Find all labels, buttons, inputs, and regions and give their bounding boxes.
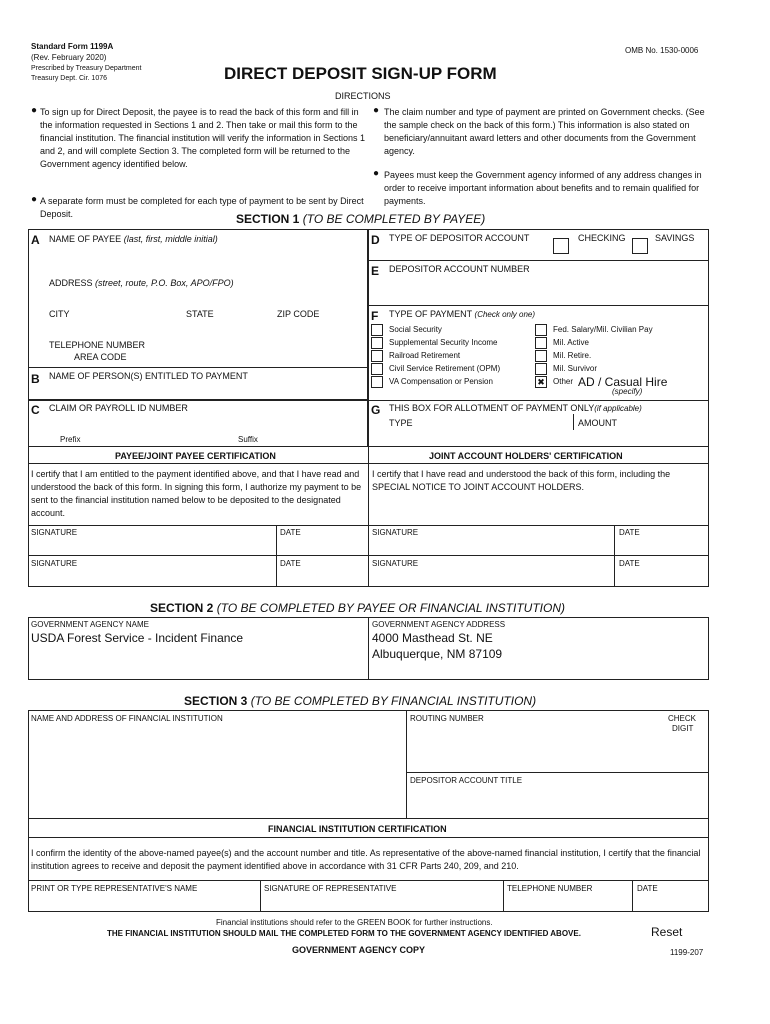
divider: [406, 710, 407, 818]
checking-checkbox[interactable]: [553, 238, 569, 254]
allotment-amount-label: AMOUNT: [578, 418, 617, 428]
divider: [368, 617, 369, 680]
directions-label: DIRECTIONS: [335, 91, 391, 101]
payment-option-label: VA Compensation or Pension: [389, 377, 493, 386]
rep-signature-label: SIGNATURE OF REPRESENTATIVE: [264, 884, 397, 893]
payee-date-field[interactable]: [278, 538, 366, 554]
institution-field[interactable]: [30, 726, 404, 814]
claim-label: CLAIM OR PAYROLL ID NUMBER: [49, 403, 188, 413]
other-specify-field[interactable]: AD / Casual Hire: [578, 375, 668, 389]
bullet-icon: ●: [373, 105, 380, 116]
divider: [28, 463, 709, 464]
check-digit-field[interactable]: [662, 736, 706, 768]
omb-number: OMB No. 1530-0006: [625, 46, 699, 55]
divider: [614, 525, 615, 587]
section3-heading: SECTION 3 (TO BE COMPLETED BY FINANCIAL INSTITUTION): [184, 694, 537, 708]
fi-cert-text: I confirm the identity of the above-named payee(s) and the account number and title. As representative of the above-named financial institution, I certify that the financial institution agrees to receive and deposit the payment identified above in accordance with 31 CFR Parts 240, 209, and 210.: [31, 848, 701, 871]
divider: [28, 818, 709, 819]
divider: [368, 305, 709, 306]
payment-railroad-checkbox[interactable]: [371, 350, 383, 362]
mail-notice: THE FINANCIAL INSTITUTION SHOULD MAIL THE COMPLETED FORM TO THE GOVERNMENT AGENCY IDENTIFIED ABOVE.: [107, 929, 581, 938]
form-code: 1199-207: [670, 948, 704, 957]
payment-social-security-checkbox[interactable]: [371, 324, 383, 336]
agency-name-label: GOVERNMENT AGENCY NAME: [31, 620, 149, 629]
payment-fed-salary-checkbox[interactable]: [535, 324, 547, 336]
payment-civil-service-checkbox[interactable]: [371, 363, 383, 375]
divider: [632, 880, 633, 912]
city-label: CITY: [49, 309, 70, 319]
fi-cert-heading: FINANCIAL INSTITUTION CERTIFICATION: [268, 824, 447, 834]
payment-option-label: Fed. Salary/Mil. Civilian Pay: [553, 325, 653, 334]
account-number-field[interactable]: [385, 276, 705, 302]
letter-g: G: [371, 403, 381, 417]
directions-left-2: A separate form must be completed for each type of payment to be sent by Direct Deposit.: [40, 196, 364, 219]
savings-checkbox[interactable]: [632, 238, 648, 254]
specify-hint: (specify): [612, 387, 643, 396]
payment-option-label: Mil. Retire.: [553, 351, 592, 360]
address-label: ADDRESS (street, route, P.O. Box, APO/FPO): [49, 278, 234, 288]
letter-e: E: [371, 264, 380, 278]
telephone-label: TELEPHONE NUMBER: [49, 340, 146, 350]
entitled-label: NAME OF PERSON(S) ENTITLED TO PAYMENT: [49, 371, 248, 381]
check-digit-label: CHECK: [668, 714, 697, 723]
directions-right-2: Payees must keep the Government agency informed of any address changes in order to receive important information about benefits and to remain qualified for payments.: [384, 170, 702, 206]
rep-telephone-label: TELEPHONE NUMBER: [507, 884, 593, 893]
joint-signature-field[interactable]: [370, 538, 612, 554]
divider: [28, 555, 709, 556]
reset-button[interactable]: Reset: [651, 925, 683, 939]
payee-name-field[interactable]: [45, 246, 365, 270]
green-book-note: Financial institutions should refer to the GREEN BOOK for further instructions.: [216, 918, 493, 927]
directions-right-1: The claim number and type of payment are printed on Government checks. (See the sample check on the back of this form.) This information is also stated on beneficiary/annuitant award letters and other documents from the Government agency.: [384, 107, 705, 156]
payee-cert-heading: PAYEE/JOINT PAYEE CERTIFICATION: [115, 451, 276, 461]
signature-label: SIGNATURE: [372, 559, 419, 568]
allotment-label: THIS BOX FOR ALLOTMENT OF PAYMENT ONLY(if applicable): [389, 403, 642, 413]
divider: [28, 367, 368, 368]
payment-option-label: Social Security: [389, 325, 442, 334]
account-title-label: DEPOSITOR ACCOUNT TITLE: [410, 776, 523, 785]
form-title: DIRECT DEPOSIT SIGN-UP FORM: [224, 64, 497, 83]
payment-va-checkbox[interactable]: [371, 376, 383, 388]
divider: [28, 400, 368, 401]
letter-c: C: [31, 403, 40, 417]
joint-cert-text: I certify that I have read and understood the back of this form, including the SPECIAL NOTICE TO JOINT ACCOUNT HOLDERS.: [372, 469, 671, 492]
area-code-label: AREA CODE: [74, 352, 127, 362]
divider: [503, 880, 504, 912]
payment-option-label: Mil. Survivor: [553, 364, 598, 373]
prescribed-by: Prescribed by Treasury Department: [31, 65, 142, 72]
date-label: DATE: [280, 528, 301, 537]
divider: [276, 525, 277, 587]
signature-label: SIGNATURE: [31, 528, 78, 537]
payment-mil-active-checkbox[interactable]: [535, 337, 547, 349]
payee-signature-2-field[interactable]: [30, 569, 274, 585]
suffix-label: Suffix: [238, 435, 258, 444]
city-state-zip-field[interactable]: [45, 320, 365, 336]
allotment-type-label: TYPE: [389, 418, 413, 428]
savings-label: SAVINGS: [655, 233, 695, 243]
claim-field[interactable]: [45, 415, 365, 431]
rep-date-field[interactable]: [634, 895, 707, 910]
account-title-field[interactable]: [408, 788, 706, 816]
date-label: DATE: [619, 559, 640, 568]
agency-address-line1[interactable]: 4000 Masthead St. NE: [372, 631, 493, 645]
form-number: Standard Form 1199A: [31, 42, 114, 51]
letter-f: F: [371, 309, 379, 323]
state-label: STATE: [186, 309, 214, 319]
payee-name-label: NAME OF PAYEE (last, first, middle initial): [49, 234, 218, 244]
check-digit-label: DIGIT: [672, 724, 694, 733]
rep-name-label: PRINT OR TYPE REPRESENTATIVE'S NAME: [31, 884, 198, 893]
payment-mil-retire-checkbox[interactable]: [535, 350, 547, 362]
divider: [368, 447, 369, 587]
checked-x-icon: ✖: [537, 377, 545, 387]
treasury-circular: Treasury Dept. Cir. 1076: [31, 75, 107, 82]
date-label: DATE: [280, 559, 301, 568]
payment-option-label: Civil Service Retirement (OPM): [389, 364, 501, 373]
rep-telephone-field[interactable]: [505, 895, 630, 910]
payment-option-label: Supplemental Security Income: [389, 338, 498, 347]
section2-heading: SECTION 2 (TO BE COMPLETED BY PAYEE OR FINANCIAL INSTITUTION): [150, 601, 565, 615]
payment-other-checkbox[interactable]: [535, 376, 547, 388]
bullet-icon: ●: [31, 194, 38, 205]
payee-cert-text: I certify that I am entitled to the payment identified above, and that I have read and understood the back of this form. In signing this form, I authorize my payment to be sent to the financial institution named below to be deposited to the designated account.: [31, 469, 362, 518]
payee-signature-field[interactable]: [30, 538, 274, 554]
payee-date-2-field[interactable]: [278, 569, 366, 585]
divider: [368, 400, 709, 401]
letter-d: D: [371, 233, 380, 247]
bullet-icon: ●: [373, 168, 380, 179]
letter-a: A: [31, 233, 40, 247]
zip-label: ZIP CODE: [277, 309, 320, 319]
letter-b: B: [31, 372, 40, 386]
payment-option-label: Mil. Active: [553, 338, 590, 347]
section1-heading: SECTION 1 (TO BE COMPLETED BY PAYEE): [236, 212, 486, 226]
divider: [573, 414, 574, 430]
prefix-label: Prefix: [60, 435, 81, 444]
joint-cert-heading: JOINT ACCOUNT HOLDERS' CERTIFICATION: [429, 451, 623, 461]
agency-address-line2[interactable]: Albuquerque, NM 87109: [372, 647, 503, 661]
agency-name-field[interactable]: USDA Forest Service - Incident Finance: [31, 631, 244, 645]
agency-address-label: GOVERNMENT AGENCY ADDRESS: [372, 620, 506, 629]
bullet-icon: ●: [31, 105, 38, 116]
routing-number-field[interactable]: [408, 726, 658, 768]
allotment-amount-field[interactable]: [576, 430, 706, 446]
routing-label: ROUTING NUMBER: [410, 714, 484, 723]
signature-label: SIGNATURE: [31, 559, 78, 568]
payment-type-label: TYPE OF PAYMENT (Check only one): [389, 309, 536, 319]
payment-option-label: Railroad Retirement: [389, 351, 461, 360]
signature-label: SIGNATURE: [372, 528, 419, 537]
joint-date-field[interactable]: [616, 538, 707, 554]
form-revision: (Rev. February 2020): [31, 53, 107, 62]
payment-mil-survivor-checkbox[interactable]: [535, 363, 547, 375]
allotment-type-field[interactable]: [385, 430, 570, 446]
payment-ssi-checkbox[interactable]: [371, 337, 383, 349]
divider: [28, 880, 709, 881]
checking-label: CHECKING: [578, 233, 626, 243]
directions-left-1: To sign up for Direct Deposit, the payee is to read the back of this form and fill in the information requested in Sections 1 and 2. Then take or mail this form to the financial institution. The financial institution will verify the information in Sections 1 and 2, and will complete Section 3. The completed form will be returned to the Government agency identified below.: [40, 107, 365, 169]
divider: [406, 772, 709, 773]
joint-date-2-field[interactable]: [616, 569, 707, 585]
divider: [368, 260, 709, 261]
address-field[interactable]: [45, 290, 365, 306]
institution-label: NAME AND ADDRESS OF FINANCIAL INSTITUTION: [31, 714, 223, 723]
copy-label: GOVERNMENT AGENCY COPY: [292, 945, 426, 955]
divider: [260, 880, 261, 912]
joint-signature-2-field[interactable]: [370, 569, 612, 585]
divider: [28, 525, 709, 526]
rep-date-label: DATE: [637, 884, 658, 893]
entitled-field[interactable]: [45, 382, 365, 398]
divider: [28, 837, 709, 838]
account-number-label: DEPOSITOR ACCOUNT NUMBER: [389, 264, 530, 274]
account-type-label: TYPE OF DEPOSITOR ACCOUNT: [389, 233, 530, 243]
date-label: DATE: [619, 528, 640, 537]
payment-option-label: Other: [553, 377, 574, 386]
rep-name-field[interactable]: [30, 895, 258, 910]
rep-signature-field[interactable]: [262, 895, 501, 910]
